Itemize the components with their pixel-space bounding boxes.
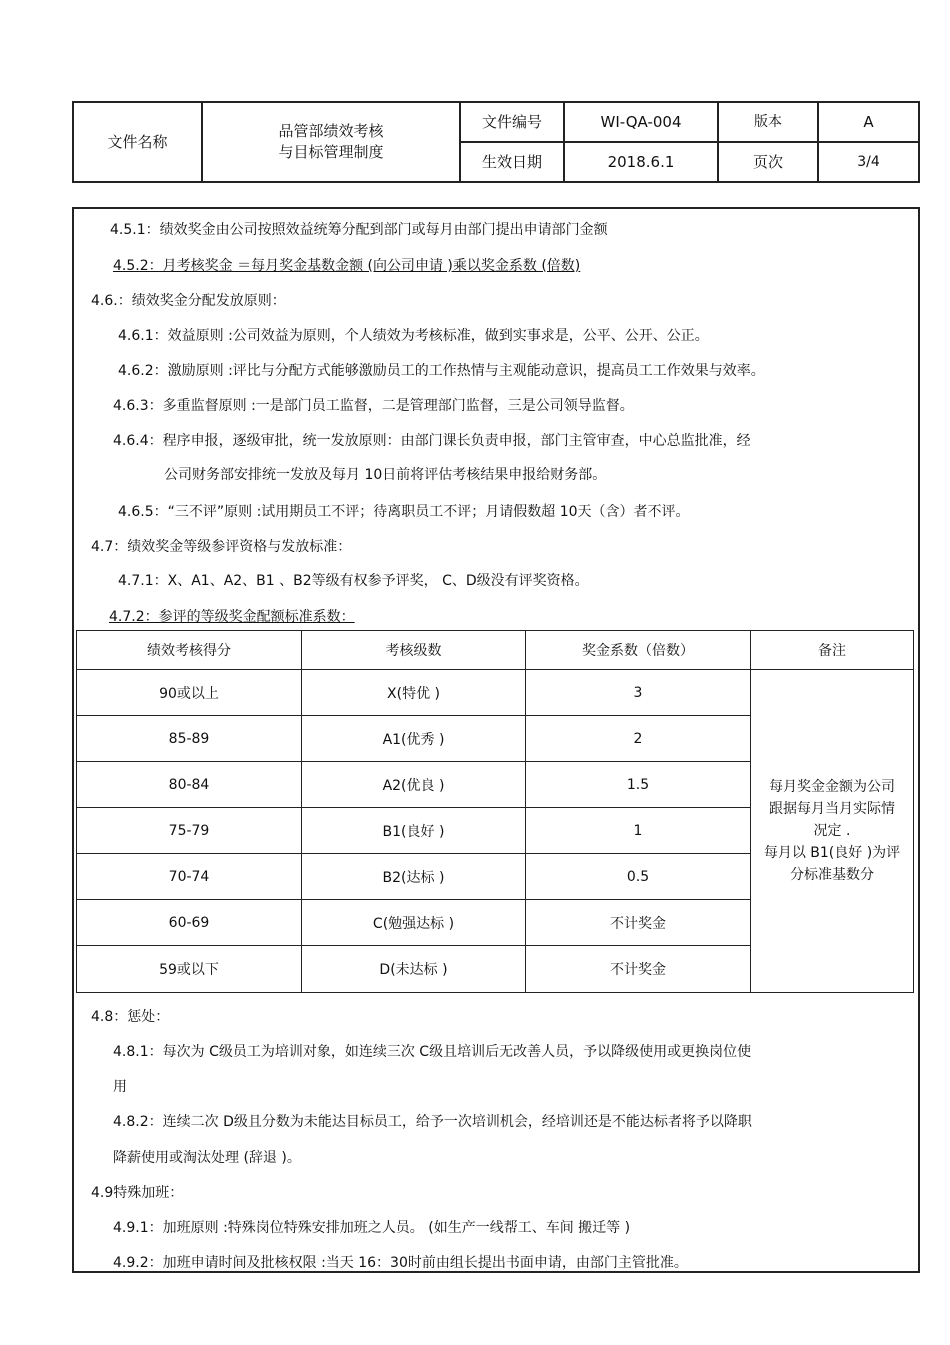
remarks-line: 跟据每月当月实际情 — [769, 801, 895, 817]
clause-4-6-4-line2: 公司财务部安排统一发放及每月 10日前将评估考核结果申报给财务部。 — [164, 467, 607, 483]
score-cell: 60-69 — [77, 900, 302, 946]
table-header-row — [77, 631, 914, 670]
page-number: 3/4 — [818, 142, 919, 182]
grade-cell: A1(优秀 ) — [302, 716, 526, 762]
coefficient-cell: 不计奖金 — [526, 900, 751, 946]
version-label: 版本 — [718, 102, 818, 142]
version-value: A — [818, 102, 919, 142]
coefficient-cell: 1.5 — [526, 762, 751, 808]
clause-4-6-1: 4.6.1：效益原则 :公司效益为原则，个人绩效为考核标准，做到实事求是，公平、公开、公正。 — [118, 328, 709, 344]
clause-4-6-3: 4.6.3：多重监督原则 :一是部门员工监督，二是管理部门监督，三是公司领导监督。 — [113, 398, 634, 414]
grade-cell: X(特优 ) — [302, 670, 526, 716]
remarks-line: 分标准基数分 — [790, 867, 874, 883]
clause-4-6-4-line1: 4.6.4：程序申报，逐级审批，统一发放原则：由部门课长负责申报，部门主管审查，中心总监批准，经 — [113, 433, 751, 449]
coefficient-cell: 3 — [526, 670, 751, 716]
col-header-remarks: 备注 — [751, 631, 914, 670]
remarks-line: 每月奖金金额为公司 — [769, 779, 895, 795]
col-header-coefficient: 奖金系数（倍数） — [526, 631, 751, 670]
score-cell: 75-79 — [77, 808, 302, 854]
grade-cell: B1(良好 ) — [302, 808, 526, 854]
col-header-score: 绩效考核得分 — [77, 631, 302, 670]
score-cell: 90或以上 — [77, 670, 302, 716]
clause-4-8-1-line1: 4.8.1：每次为 C级员工为培训对象，如连续三次 C级且培训后无改善人员，予以降级使用或更换岗位使 — [113, 1044, 752, 1060]
score-cell: 80-84 — [77, 762, 302, 808]
grade-coefficient-table — [76, 630, 914, 993]
score-cell: 59或以下 — [77, 946, 302, 993]
page-label: 页次 — [718, 142, 818, 182]
doc-number: WI-QA-004 — [564, 102, 718, 142]
clause-4-6-2: 4.6.2：激励原则 :评比与分配方式能够激励员工的工作热情与主观能动意识，提高员工工作效果与效率。 — [118, 363, 765, 379]
clause-4-7-2: 4.7.2：参评的等级奖金配额标准系数： — [109, 609, 355, 625]
remarks-line: 每月以 B1(良好 )为评 — [763, 845, 901, 861]
section-4-6-heading: 4.6.：绩效奖金分配发放原则： — [91, 293, 286, 309]
table-row — [77, 670, 914, 716]
score-cell: 70-74 — [77, 854, 302, 900]
doc-number-label: 文件编号 — [460, 102, 564, 142]
document-title-line2: 与目标管理制度 — [278, 143, 384, 161]
clause-4-9-2: 4.9.2：加班申请时间及批核权限 :当天 16：30时前由组长提出书面申请，由部门主管批准。 — [113, 1255, 688, 1271]
remarks-cell — [751, 670, 914, 993]
grade-cell: A2(优良 ) — [302, 762, 526, 808]
col-header-grade: 考核级数 — [302, 631, 526, 670]
effective-date-label: 生效日期 — [460, 142, 564, 182]
grade-cell: C(勉强达标 ) — [302, 900, 526, 946]
clause-4-9-1: 4.9.1：加班原则 :特殊岗位特殊安排加班之人员。 (如生产一线帮工、车间 搬迁等 ) — [113, 1220, 631, 1236]
clause-4-8-1-line2: 用 — [113, 1079, 127, 1095]
remarks-line: 况定 . — [813, 823, 851, 839]
document-title-line1: 品管部绩效考核 — [278, 122, 384, 140]
clause-4-8-2-line1: 4.8.2：连续二次 D级且分数为未能达目标员工，给予一次培训机会，经培训还是不能达标者将予以降职 — [113, 1114, 752, 1130]
coefficient-cell: 2 — [526, 716, 751, 762]
file-name-label: 文件名称 — [73, 102, 202, 182]
document-title — [202, 102, 460, 182]
effective-date: 2018.6.1 — [564, 142, 718, 182]
grade-cell: D(未达标 ) — [302, 946, 526, 993]
coefficient-cell: 1 — [526, 808, 751, 854]
clause-4-6-5: 4.6.5：“三不评”原则 :试用期员工不评；待离职员工不评；月请假数超 10天（含）者不评。 — [118, 504, 690, 520]
clause-4-5-2: 4.5.2：月考核奖金 ＝每月奖金基数金额 (向公司申请 )乘以奖金系数 (倍数) — [113, 258, 581, 274]
clause-4-7-1: 4.7.1：X、A1、A2、B1 、B2等级有权参予评奖， C、D级没有评奖资格。 — [118, 573, 589, 589]
clause-4-8-2-line2: 降薪使用或淘汰处理 (辞退 )。 — [113, 1150, 301, 1166]
grade-cell: B2(达标 ) — [302, 854, 526, 900]
document-header-table — [72, 101, 920, 183]
section-4-8-heading: 4.8：惩处： — [91, 1009, 170, 1025]
score-cell: 85-89 — [77, 716, 302, 762]
coefficient-cell: 不计奖金 — [526, 946, 751, 993]
coefficient-cell: 0.5 — [526, 854, 751, 900]
section-4-9-heading: 4.9特殊加班： — [91, 1185, 184, 1201]
clause-4-5-1: 4.5.1：绩效奖金由公司按照效益统筹分配到部门或每月由部门提出申请部门金额 — [110, 222, 608, 238]
section-4-7-heading: 4.7：绩效奖金等级参评资格与发放标准： — [91, 539, 352, 555]
